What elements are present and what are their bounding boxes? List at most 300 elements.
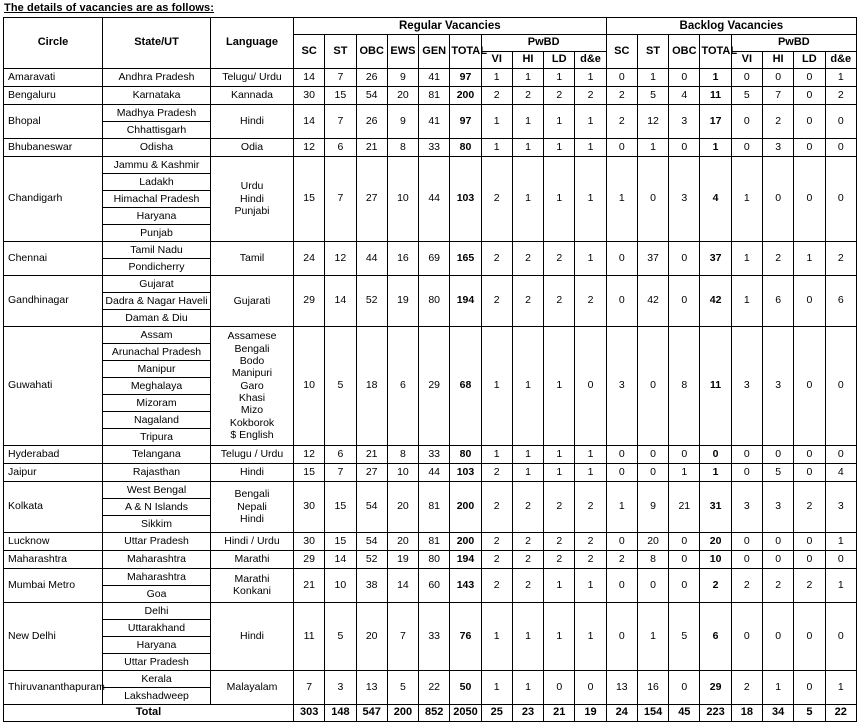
cell-backlog-pwbd-3: 2 — [825, 86, 856, 104]
cell-backlog-2: 0 — [669, 138, 700, 156]
cell-regular-3: 6 — [387, 326, 418, 445]
cell-circle: Gandhinagar — [4, 275, 103, 326]
cell-regular-3: 10 — [387, 463, 418, 481]
cell-regular-pwbd-1: 1 — [512, 602, 543, 670]
cell-total-label: Total — [4, 704, 294, 721]
cell-regular-pwbd-0: 2 — [481, 86, 512, 104]
cell-state: Jammu & Kashmir Ladakh Himachal Pradesh Haryana Punjab — [103, 156, 211, 241]
cell-regular-0: 21 — [294, 568, 325, 602]
table-row — [4, 481, 857, 532]
header-reg-gen: GEN — [419, 35, 450, 69]
cell-language: Telugu / Urdu — [211, 445, 294, 463]
cell-regular-pwbd-2: 1 — [544, 602, 575, 670]
cell-circle: Bhopal — [4, 104, 103, 138]
cell-regular-pwbd-1: 2 — [512, 481, 543, 532]
cell-state: West Bengal A & N Islands Sikkim — [103, 481, 211, 532]
cell-regular-pwbd-2: 2 — [544, 241, 575, 275]
cell-backlog-3: 29 — [700, 670, 731, 704]
cell-regular-pwbd-3: 2 — [575, 550, 606, 568]
cell-regular-pwbd-3: 2 — [575, 86, 606, 104]
header-reg-pwbd-ld: LD — [544, 52, 575, 69]
cell-state: Kerala Lakshadweep — [103, 670, 211, 704]
cell-backlog-pwbd-2: 0 — [794, 86, 825, 104]
header-regular-vacancies: Regular Vacancies — [294, 18, 607, 35]
cell-state: Delhi Uttarakhand Haryana Uttar Pradesh — [103, 602, 211, 670]
cell-regular-pwbd-3: 2 — [575, 532, 606, 550]
cell-backlog-2: 5 — [669, 602, 700, 670]
cell-total-regular-pwbd-3: 19 — [575, 704, 606, 721]
cell-backlog-1: 0 — [637, 445, 668, 463]
cell-backlog-1: 9 — [637, 481, 668, 532]
cell-backlog-pwbd-3: 4 — [825, 463, 856, 481]
cell-backlog-pwbd-2: 0 — [794, 326, 825, 445]
cell-backlog-0: 3 — [606, 326, 637, 445]
cell-backlog-pwbd-3: 1 — [825, 532, 856, 550]
cell-regular-5: 200 — [450, 532, 481, 550]
cell-total-backlog-pwbd-2: 5 — [794, 704, 825, 721]
cell-regular-pwbd-3: 1 — [575, 68, 606, 86]
cell-regular-1: 10 — [325, 568, 356, 602]
cell-regular-pwbd-2: 0 — [544, 670, 575, 704]
cell-regular-pwbd-2: 2 — [544, 532, 575, 550]
cell-regular-2: 54 — [356, 481, 387, 532]
cell-state: Assam Arunachal Pradesh Manipur Meghalaya Mizoram Nagaland Tripura — [103, 326, 211, 445]
cell-language: Gujarati — [211, 275, 294, 326]
cell-backlog-pwbd-1: 0 — [762, 602, 793, 670]
header-bk-pwbd-vi: VI — [731, 52, 762, 69]
cell-state: Uttar Pradesh — [103, 532, 211, 550]
cell-regular-0: 24 — [294, 241, 325, 275]
cell-backlog-pwbd-2: 0 — [794, 532, 825, 550]
cell-backlog-0: 1 — [606, 481, 637, 532]
cell-regular-4: 29 — [419, 326, 450, 445]
cell-backlog-pwbd-2: 0 — [794, 275, 825, 326]
cell-backlog-pwbd-2: 0 — [794, 445, 825, 463]
header-bk-pwbd-hi: HI — [762, 52, 793, 69]
cell-regular-pwbd-3: 1 — [575, 241, 606, 275]
cell-backlog-3: 37 — [700, 241, 731, 275]
cell-regular-pwbd-1: 1 — [512, 68, 543, 86]
cell-regular-0: 15 — [294, 463, 325, 481]
cell-regular-1: 5 — [325, 602, 356, 670]
cell-regular-pwbd-1: 1 — [512, 445, 543, 463]
cell-regular-pwbd-3: 1 — [575, 445, 606, 463]
cell-regular-pwbd-2: 1 — [544, 138, 575, 156]
cell-regular-pwbd-1: 1 — [512, 670, 543, 704]
cell-backlog-0: 2 — [606, 550, 637, 568]
cell-regular-5: 80 — [450, 445, 481, 463]
table-head — [4, 18, 857, 69]
cell-backlog-0: 0 — [606, 68, 637, 86]
cell-regular-1: 7 — [325, 463, 356, 481]
cell-regular-0: 7 — [294, 670, 325, 704]
cell-regular-3: 14 — [387, 568, 418, 602]
cell-regular-5: 97 — [450, 68, 481, 86]
cell-backlog-pwbd-1: 1 — [762, 670, 793, 704]
cell-regular-pwbd-2: 2 — [544, 550, 575, 568]
cell-backlog-3: 17 — [700, 104, 731, 138]
cell-backlog-2: 0 — [669, 550, 700, 568]
cell-state: Tamil Nadu Pondicherry — [103, 241, 211, 275]
cell-backlog-pwbd-0: 1 — [731, 275, 762, 326]
cell-backlog-pwbd-3: 1 — [825, 670, 856, 704]
cell-regular-pwbd-1: 2 — [512, 241, 543, 275]
cell-backlog-pwbd-0: 1 — [731, 156, 762, 241]
cell-language: Hindi — [211, 104, 294, 138]
cell-backlog-0: 2 — [606, 104, 637, 138]
cell-backlog-3: 42 — [700, 275, 731, 326]
cell-backlog-2: 0 — [669, 532, 700, 550]
cell-backlog-2: 0 — [669, 275, 700, 326]
cell-regular-5: 194 — [450, 275, 481, 326]
table-row — [4, 86, 857, 104]
cell-backlog-pwbd-2: 0 — [794, 156, 825, 241]
cell-regular-4: 44 — [419, 463, 450, 481]
cell-backlog-3: 2 — [700, 568, 731, 602]
cell-backlog-pwbd-2: 1 — [794, 241, 825, 275]
table-row — [4, 550, 857, 568]
cell-backlog-pwbd-3: 2 — [825, 241, 856, 275]
cell-language: Hindi — [211, 463, 294, 481]
cell-circle: Chandigarh — [4, 156, 103, 241]
cell-regular-pwbd-0: 2 — [481, 463, 512, 481]
cell-backlog-pwbd-3: 1 — [825, 68, 856, 86]
cell-regular-4: 33 — [419, 138, 450, 156]
cell-regular-pwbd-3: 1 — [575, 138, 606, 156]
cell-backlog-0: 0 — [606, 275, 637, 326]
cell-regular-pwbd-1: 1 — [512, 138, 543, 156]
cell-backlog-pwbd-3: 0 — [825, 550, 856, 568]
cell-regular-5: 194 — [450, 550, 481, 568]
cell-backlog-0: 0 — [606, 568, 637, 602]
cell-backlog-1: 16 — [637, 670, 668, 704]
header-reg-pwbd-hi: HI — [512, 52, 543, 69]
cell-regular-1: 7 — [325, 156, 356, 241]
cell-backlog-1: 0 — [637, 463, 668, 481]
cell-regular-pwbd-3: 2 — [575, 275, 606, 326]
cell-regular-4: 80 — [419, 550, 450, 568]
cell-regular-2: 52 — [356, 275, 387, 326]
cell-backlog-pwbd-0: 3 — [731, 326, 762, 445]
cell-backlog-pwbd-1: 0 — [762, 532, 793, 550]
cell-regular-pwbd-1: 2 — [512, 532, 543, 550]
cell-regular-2: 54 — [356, 532, 387, 550]
cell-backlog-pwbd-2: 0 — [794, 68, 825, 86]
table-row — [4, 602, 857, 670]
cell-total-regular-pwbd-1: 23 — [512, 704, 543, 721]
cell-regular-2: 13 — [356, 670, 387, 704]
cell-state: Gujarat Dadra & Nagar Haveli Daman & Diu — [103, 275, 211, 326]
cell-regular-pwbd-2: 1 — [544, 104, 575, 138]
cell-backlog-pwbd-0: 1 — [731, 241, 762, 275]
cell-circle: Jaipur — [4, 463, 103, 481]
cell-total-regular-pwbd-2: 21 — [544, 704, 575, 721]
cell-state: Karnataka — [103, 86, 211, 104]
cell-regular-3: 20 — [387, 86, 418, 104]
cell-backlog-2: 0 — [669, 241, 700, 275]
cell-circle: Hyderabad — [4, 445, 103, 463]
cell-regular-0: 12 — [294, 445, 325, 463]
cell-backlog-3: 4 — [700, 156, 731, 241]
table-row — [4, 532, 857, 550]
cell-backlog-pwbd-1: 2 — [762, 568, 793, 602]
header-bk-total: TOTAL — [700, 35, 731, 69]
cell-backlog-pwbd-1: 5 — [762, 463, 793, 481]
cell-backlog-1: 37 — [637, 241, 668, 275]
cell-regular-4: 69 — [419, 241, 450, 275]
cell-regular-3: 8 — [387, 138, 418, 156]
cell-regular-pwbd-1: 2 — [512, 86, 543, 104]
cell-regular-pwbd-2: 2 — [544, 481, 575, 532]
cell-regular-4: 60 — [419, 568, 450, 602]
cell-regular-0: 12 — [294, 138, 325, 156]
cell-circle: Amaravati — [4, 68, 103, 86]
cell-regular-2: 52 — [356, 550, 387, 568]
cell-backlog-2: 1 — [669, 463, 700, 481]
cell-backlog-3: 31 — [700, 481, 731, 532]
cell-regular-2: 54 — [356, 86, 387, 104]
cell-regular-pwbd-0: 1 — [481, 326, 512, 445]
cell-backlog-pwbd-0: 0 — [731, 138, 762, 156]
cell-total-backlog-pwbd-3: 22 — [825, 704, 856, 721]
cell-backlog-0: 0 — [606, 241, 637, 275]
cell-total-backlog-2: 45 — [669, 704, 700, 721]
cell-regular-4: 33 — [419, 445, 450, 463]
cell-regular-pwbd-3: 0 — [575, 670, 606, 704]
cell-backlog-0: 1 — [606, 156, 637, 241]
cell-backlog-2: 21 — [669, 481, 700, 532]
cell-backlog-2: 4 — [669, 86, 700, 104]
header-state: State/UT — [103, 18, 211, 69]
table-row — [4, 670, 857, 704]
cell-backlog-3: 1 — [700, 463, 731, 481]
cell-regular-pwbd-0: 1 — [481, 104, 512, 138]
header-reg-obc: OBC — [356, 35, 387, 69]
cell-regular-pwbd-0: 1 — [481, 602, 512, 670]
cell-regular-pwbd-0: 2 — [481, 550, 512, 568]
cell-regular-pwbd-2: 2 — [544, 275, 575, 326]
table-row — [4, 156, 857, 241]
cell-backlog-pwbd-3: 0 — [825, 104, 856, 138]
table-row — [4, 463, 857, 481]
cell-regular-5: 143 — [450, 568, 481, 602]
cell-regular-pwbd-2: 1 — [544, 463, 575, 481]
cell-regular-0: 30 — [294, 481, 325, 532]
cell-total-backlog-pwbd-0: 18 — [731, 704, 762, 721]
cell-circle: Bhubaneswar — [4, 138, 103, 156]
cell-regular-2: 27 — [356, 156, 387, 241]
table-row — [4, 241, 857, 275]
cell-language: Hindi / Urdu — [211, 532, 294, 550]
header-bk-pwbd-de: d&e — [825, 52, 856, 69]
cell-regular-2: 18 — [356, 326, 387, 445]
cell-regular-0: 30 — [294, 532, 325, 550]
cell-backlog-pwbd-1: 2 — [762, 241, 793, 275]
cell-regular-2: 21 — [356, 445, 387, 463]
cell-regular-1: 6 — [325, 138, 356, 156]
cell-backlog-0: 2 — [606, 86, 637, 104]
cell-language: Assamese Bengali Bodo Manipuri Garo Khasi Mizo Kokborok $ English — [211, 326, 294, 445]
cell-regular-1: 3 — [325, 670, 356, 704]
cell-backlog-pwbd-1: 0 — [762, 445, 793, 463]
cell-regular-3: 16 — [387, 241, 418, 275]
cell-regular-pwbd-0: 2 — [481, 275, 512, 326]
cell-regular-1: 6 — [325, 445, 356, 463]
cell-backlog-2: 8 — [669, 326, 700, 445]
cell-regular-4: 41 — [419, 68, 450, 86]
cell-regular-4: 22 — [419, 670, 450, 704]
cell-regular-1: 15 — [325, 532, 356, 550]
table-body — [4, 68, 857, 721]
cell-regular-pwbd-2: 1 — [544, 156, 575, 241]
cell-regular-1: 14 — [325, 275, 356, 326]
header-reg-total: TOTAL — [450, 35, 481, 69]
cell-regular-5: 103 — [450, 463, 481, 481]
cell-regular-0: 30 — [294, 86, 325, 104]
cell-regular-2: 38 — [356, 568, 387, 602]
cell-backlog-2: 0 — [669, 670, 700, 704]
header-bk-obc: OBC — [669, 35, 700, 69]
cell-regular-pwbd-0: 1 — [481, 670, 512, 704]
cell-backlog-pwbd-0: 3 — [731, 481, 762, 532]
cell-regular-2: 21 — [356, 138, 387, 156]
cell-backlog-0: 0 — [606, 532, 637, 550]
cell-state: Rajasthan — [103, 463, 211, 481]
cell-backlog-pwbd-1: 7 — [762, 86, 793, 104]
cell-regular-1: 7 — [325, 104, 356, 138]
cell-backlog-1: 12 — [637, 104, 668, 138]
header-reg-ews: EWS — [387, 35, 418, 69]
cell-regular-3: 19 — [387, 275, 418, 326]
cell-regular-3: 9 — [387, 68, 418, 86]
cell-backlog-pwbd-3: 1 — [825, 568, 856, 602]
cell-regular-1: 15 — [325, 481, 356, 532]
cell-regular-pwbd-1: 1 — [512, 463, 543, 481]
cell-backlog-pwbd-1: 3 — [762, 138, 793, 156]
cell-backlog-pwbd-2: 0 — [794, 104, 825, 138]
cell-regular-pwbd-0: 2 — [481, 241, 512, 275]
cell-backlog-pwbd-3: 0 — [825, 602, 856, 670]
cell-regular-pwbd-3: 1 — [575, 602, 606, 670]
cell-regular-4: 41 — [419, 104, 450, 138]
cell-backlog-pwbd-0: 0 — [731, 602, 762, 670]
table-row — [4, 326, 857, 445]
cell-backlog-pwbd-3: 0 — [825, 156, 856, 241]
cell-backlog-pwbd-3: 3 — [825, 481, 856, 532]
cell-backlog-pwbd-3: 0 — [825, 138, 856, 156]
header-bk-st: ST — [637, 35, 668, 69]
cell-total-regular-2: 547 — [356, 704, 387, 721]
cell-backlog-1: 1 — [637, 68, 668, 86]
cell-regular-pwbd-1: 2 — [512, 568, 543, 602]
table-total-row — [4, 704, 857, 721]
cell-regular-1: 5 — [325, 326, 356, 445]
cell-state: Odisha — [103, 138, 211, 156]
cell-regular-5: 97 — [450, 104, 481, 138]
cell-regular-5: 165 — [450, 241, 481, 275]
cell-backlog-pwbd-0: 2 — [731, 670, 762, 704]
cell-regular-5: 200 — [450, 86, 481, 104]
cell-regular-5: 50 — [450, 670, 481, 704]
cell-circle: Guwahati — [4, 326, 103, 445]
cell-regular-1: 12 — [325, 241, 356, 275]
cell-regular-pwbd-3: 2 — [575, 481, 606, 532]
cell-backlog-pwbd-0: 0 — [731, 445, 762, 463]
cell-regular-pwbd-3: 1 — [575, 463, 606, 481]
cell-backlog-3: 11 — [700, 326, 731, 445]
cell-total-backlog-pwbd-1: 34 — [762, 704, 793, 721]
cell-regular-0: 14 — [294, 68, 325, 86]
cell-regular-0: 15 — [294, 156, 325, 241]
header-backlog-vacancies: Backlog Vacancies — [606, 18, 856, 35]
cell-regular-3: 9 — [387, 104, 418, 138]
cell-regular-4: 44 — [419, 156, 450, 241]
cell-language: Marathi — [211, 550, 294, 568]
cell-regular-2: 20 — [356, 602, 387, 670]
cell-language: Odia — [211, 138, 294, 156]
cell-backlog-2: 0 — [669, 445, 700, 463]
cell-backlog-pwbd-1: 2 — [762, 104, 793, 138]
cell-backlog-0: 0 — [606, 138, 637, 156]
cell-regular-4: 81 — [419, 532, 450, 550]
header-reg-pwbd: PwBD — [481, 35, 606, 52]
cell-regular-3: 7 — [387, 602, 418, 670]
cell-total-regular-0: 303 — [294, 704, 325, 721]
cell-backlog-pwbd-2: 2 — [794, 568, 825, 602]
cell-regular-pwbd-0: 2 — [481, 532, 512, 550]
cell-regular-2: 26 — [356, 68, 387, 86]
cell-state: Maharashtra Goa — [103, 568, 211, 602]
cell-circle: Thiruvananthapuram — [4, 670, 103, 704]
cell-backlog-3: 20 — [700, 532, 731, 550]
cell-state: Maharashtra — [103, 550, 211, 568]
header-circle: Circle — [4, 18, 103, 69]
cell-regular-3: 8 — [387, 445, 418, 463]
cell-total-regular-3: 200 — [387, 704, 418, 721]
cell-backlog-pwbd-0: 0 — [731, 463, 762, 481]
header-language: Language — [211, 18, 294, 69]
cell-regular-pwbd-1: 2 — [512, 550, 543, 568]
table-row — [4, 104, 857, 138]
cell-regular-0: 10 — [294, 326, 325, 445]
header-reg-st: ST — [325, 35, 356, 69]
cell-regular-pwbd-1: 1 — [512, 156, 543, 241]
cell-backlog-pwbd-1: 0 — [762, 68, 793, 86]
cell-regular-0: 14 — [294, 104, 325, 138]
cell-regular-pwbd-1: 1 — [512, 326, 543, 445]
header-bk-sc: SC — [606, 35, 637, 69]
cell-circle: Maharashtra — [4, 550, 103, 568]
cell-circle: Lucknow — [4, 532, 103, 550]
cell-backlog-1: 1 — [637, 602, 668, 670]
cell-backlog-pwbd-3: 0 — [825, 326, 856, 445]
header-bk-pwbd: PwBD — [731, 35, 856, 52]
cell-language: Hindi — [211, 602, 294, 670]
cell-regular-2: 27 — [356, 463, 387, 481]
cell-regular-5: 76 — [450, 602, 481, 670]
cell-backlog-pwbd-3: 6 — [825, 275, 856, 326]
cell-backlog-1: 5 — [637, 86, 668, 104]
cell-language: Malayalam — [211, 670, 294, 704]
cell-regular-pwbd-0: 2 — [481, 568, 512, 602]
cell-regular-pwbd-3: 1 — [575, 156, 606, 241]
cell-total-backlog-3: 223 — [700, 704, 731, 721]
cell-backlog-pwbd-3: 0 — [825, 445, 856, 463]
cell-regular-4: 33 — [419, 602, 450, 670]
cell-backlog-3: 10 — [700, 550, 731, 568]
cell-regular-pwbd-1: 2 — [512, 275, 543, 326]
cell-backlog-1: 8 — [637, 550, 668, 568]
